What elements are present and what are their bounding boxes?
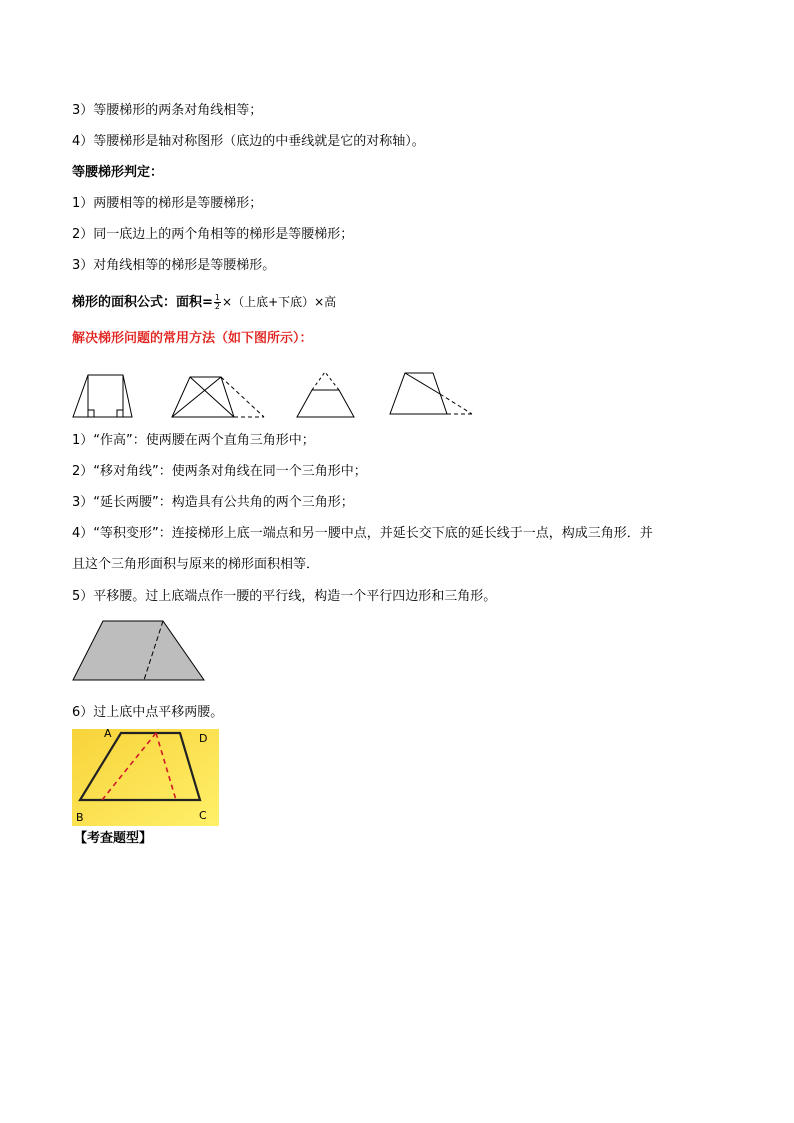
method-6: 6）过上底中点平移两腰。 <box>72 705 224 720</box>
method-2: 2）“移对角线”：使两条对角线在同一个三角形中； <box>72 464 367 479</box>
label-d: D <box>199 732 208 745</box>
formula-label: 梯形的面积公式： <box>72 295 177 310</box>
method-4-line-1: 4）“等积变形”：连接梯形上底一端点和另一腰中点，并延长交下底的延长线于一点，构成三角形．并 <box>72 526 653 541</box>
label-c: C <box>199 809 207 822</box>
fraction-denominator: 2 <box>214 302 221 311</box>
method-5: 5）平移腰。过上底端点作一腰的平行线，构造一个平行四边形和三角形。 <box>72 589 497 604</box>
criteria-item-3: 3）对角线相等的梯形是等腰梯形。 <box>72 258 276 273</box>
criteria-heading: 等腰梯形判定： <box>72 165 164 180</box>
method-4-line-2: 且这个三角形面积与原来的梯形面积相等． <box>72 557 320 572</box>
label-b: B <box>76 811 84 824</box>
formula-rest: ×（上底+下底）×高 <box>222 295 337 309</box>
exam-types-heading: 【考查题型】 <box>74 831 153 846</box>
property-3: 3）等腰梯形的两条对角线相等； <box>72 103 263 118</box>
formula-area: 面积= <box>176 295 213 310</box>
property-4: 4）等腰梯形是轴对称图形（底边的中垂线就是它的对称轴）。 <box>72 134 425 149</box>
method-1: 1）“作高”：使两腰在两个直角三角形中； <box>72 433 315 448</box>
methods-heading: 解决梯形问题的常用方法（如下图所示）： <box>72 331 313 346</box>
criteria-item-2: 2）同一底边上的两个角相等的梯形是等腰梯形； <box>72 227 354 242</box>
method-3: 3）“延长两腰”：构造具有公共角的两个三角形； <box>72 495 354 510</box>
label-a: A <box>104 727 112 740</box>
fraction-numerator: 1 <box>214 293 221 302</box>
criteria-item-1: 1）两腰相等的梯形是等腰梯形； <box>72 196 263 211</box>
